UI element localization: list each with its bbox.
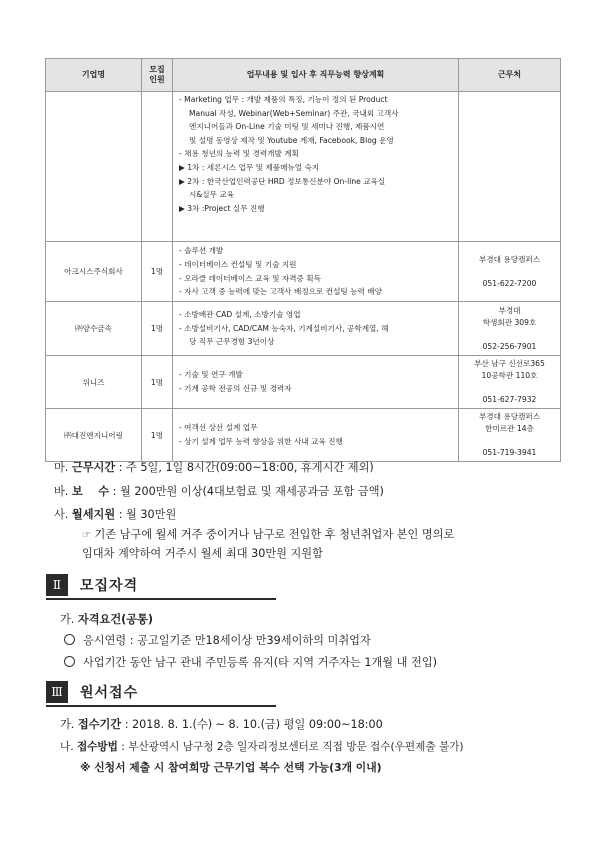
company-cell: 위니즈 (46, 356, 142, 409)
qualification-residence: 사업기간 동안 남구 관내 주민등록 유지(타 지역 거주자는 1개월 내 전입) (83, 656, 438, 669)
location-line: 부경대 용당캠퍼스 (478, 254, 541, 264)
section-2-underline (46, 598, 276, 600)
header-duties: 업무내용 및 입사 후 직무능력 향상계획 (173, 59, 459, 92)
method-label: 접수방법 (76, 741, 118, 753)
section-2-title: 모집자격 (80, 578, 139, 594)
location-cell (459, 409, 561, 462)
rent-label: 월세지원 (71, 508, 116, 521)
application-period-line (60, 717, 383, 733)
qualification-heading (60, 612, 153, 628)
header-company: 기업명 (46, 59, 142, 92)
application-footnote: ※ 신청서 제출 시 참여희망 근무기업 복수 선택 가능(3개 이내) (80, 761, 382, 774)
rent-prefix: 사. (54, 508, 72, 521)
work-hours-prefix: 마. (54, 461, 72, 474)
duties-cell (173, 356, 459, 409)
duty-line: - 채용 청년의 능력 및 경력개발 계획 (179, 149, 299, 159)
duty-line: - 기계 공학 전공의 신규 및 경력자 (179, 384, 292, 393)
header-location: 근무처 (459, 59, 561, 92)
location-line (461, 266, 558, 278)
location-phone: 051-627-7932 (482, 395, 537, 404)
table-row (46, 356, 561, 409)
count-cell: 1명 (142, 242, 173, 302)
location-cell (459, 92, 561, 242)
location-phone: 052-256-7901 (482, 341, 537, 351)
duty-line: - 상기 설계 업무 능력 향상을 위한 사내 교육 진행 (179, 437, 343, 446)
rent-note-line2: 임대차 계약하여 거주시 월세 최대 30만원 지원함 (82, 547, 323, 560)
duty-line: - 오라클 데이터베이스 교육 및 자격증 획득 (179, 273, 321, 283)
duty-line: - 데이터베이스 컨설팅 및 기술 지원 (179, 259, 297, 269)
location-line: 부산 남구 신선로365 (474, 359, 545, 368)
header-count (142, 59, 173, 92)
location-line: 부경대 용당캠퍼스 (478, 412, 541, 421)
duty-line: 당 직무 근무경험 3년이상 (189, 337, 275, 347)
duty-line: - 여객선 상선 설계 업무 (179, 423, 258, 433)
company-cell (46, 92, 142, 242)
duty-line: 엔지니어들과 On-Line 기술 미팅 및 세미나 진행, 제품시연 (189, 122, 385, 132)
qualification-age: 응시연령 : 공고일기준 만18세이상 만39세이하의 미취업자 (83, 634, 371, 647)
rent-note (82, 526, 454, 563)
location-line: 학생회관 309호 (482, 317, 537, 327)
section-2-number: Ⅱ (46, 574, 68, 596)
location-phone: 051-622-7200 (482, 278, 537, 288)
header-count-line1: 모집 (149, 65, 165, 75)
table-row (46, 409, 561, 462)
table-header-row (46, 59, 561, 92)
duty-line: Manual 작성, Webinar(Web+Seminar) 주관, 국내외 고객사 (189, 108, 399, 118)
company-cell: 아크시스주식회사 (46, 242, 142, 302)
rent-note-line1: 기존 남구에 월세 거주 중이거나 남구로 전입한 후 청년취업자 본인 명의로 (94, 528, 455, 541)
work-hours-value: : 주 5일, 1일 8시간(09:00~18:00, 휴게시간 제외) (115, 461, 374, 474)
pointing-hand-icon: ☞ (82, 530, 91, 541)
period-label: 접수기간 (77, 718, 122, 731)
location-cell (459, 242, 561, 302)
duties-cell (173, 302, 459, 356)
salary-prefix: 바. (54, 485, 72, 498)
duty-line: ▶ 1차 : 세론시스 업무 및 제품메뉴얼 숙지 (179, 162, 320, 172)
location-line: 부경대 (498, 305, 521, 315)
header-count-line2: 인원 (149, 75, 165, 84)
duties-cell (173, 92, 459, 242)
duty-line: - Marketing 업무 : 개발 제품의 특징, 기능이 정의 된 Product (179, 95, 388, 104)
company-cell: ㈜양수금속 (46, 302, 142, 356)
list-item (64, 655, 437, 671)
section-3-underline (46, 705, 276, 707)
table-row (46, 302, 561, 356)
duty-line: 시&실무 교육 (189, 190, 235, 200)
location-line: 한미르관 14층 (485, 424, 534, 433)
qualification-label: 자격요건(공통) (77, 613, 153, 626)
company-cell: ㈜대진엔지니어링 (46, 409, 142, 462)
duty-line: - 솔루션 개발 (179, 246, 224, 256)
period-prefix: 가. (60, 718, 78, 731)
period-value: : 2018. 8. 1.(수) ~ 8. 10.(금) 평일 09:00~18:00 (121, 718, 383, 731)
count-cell: 1명 (142, 302, 173, 356)
application-method-line (60, 739, 464, 755)
qualification-prefix: 가. (60, 613, 78, 626)
duty-line: - 소방배관 CAD 설계, 소방기술 영업 (179, 310, 301, 320)
work-hours-label: 근무시간 (71, 461, 116, 474)
duties-cell (173, 409, 459, 462)
count-cell (142, 92, 173, 242)
section-3-number: Ⅲ (46, 681, 68, 703)
salary-line (54, 484, 384, 500)
method-value: : 부산광역시 남구청 2층 일자리정보센터로 직접 방문 접수(우편제출 불가) (117, 741, 464, 753)
duties-cell (173, 242, 459, 302)
duty-line: - 소방설비기사, CAD/CAM 능숙자, 기계설비기사, 공학계열, 해 (179, 323, 389, 333)
location-line (461, 329, 558, 341)
duty-line: - 기술 및 연구 개발 (179, 370, 243, 380)
location-cell (459, 356, 561, 409)
location-phone: 051-719-3941 (482, 448, 537, 457)
table-row (46, 242, 561, 302)
list-item (64, 633, 371, 649)
location-cell (459, 302, 561, 356)
rent-value: : 월 30만원 (115, 508, 177, 521)
salary-value: : 월 200만원 이상(4대보험료 및 재세공과금 포함 금액) (109, 485, 384, 498)
recruitment-table (45, 58, 561, 462)
count-cell: 1명 (142, 409, 173, 462)
table-row (46, 92, 561, 242)
duty-line: ▶ 3차 :Project 실무 진행 (179, 203, 265, 213)
count-cell: 1명 (142, 356, 173, 409)
duty-line: ▶ 2차 : 한국산업인력공단 HRD 정보통신분야 On-line 교육실 (179, 176, 386, 186)
duty-line: 및 설명 동영상 제작 및 Youtube 게재, Facebook, Blog 운영 (189, 135, 394, 145)
duty-line: - 자사 고객 중 능력에 맞는 고객사 배정으로 컨설팅 능력 배양 (179, 287, 382, 297)
method-prefix: 나. (60, 741, 77, 753)
section-3-header (46, 681, 138, 703)
section-2-header (46, 574, 138, 596)
location-line: 10공학관 110호 (481, 371, 538, 380)
section-3-title: 원서접수 (80, 685, 139, 701)
salary-label: 보 수 (71, 485, 110, 498)
rent-support-line (54, 507, 176, 523)
work-hours-line (54, 460, 374, 476)
location-line (461, 382, 558, 394)
circle-bullet-icon (64, 656, 75, 667)
circle-bullet-icon (64, 634, 75, 645)
location-line (461, 435, 558, 447)
